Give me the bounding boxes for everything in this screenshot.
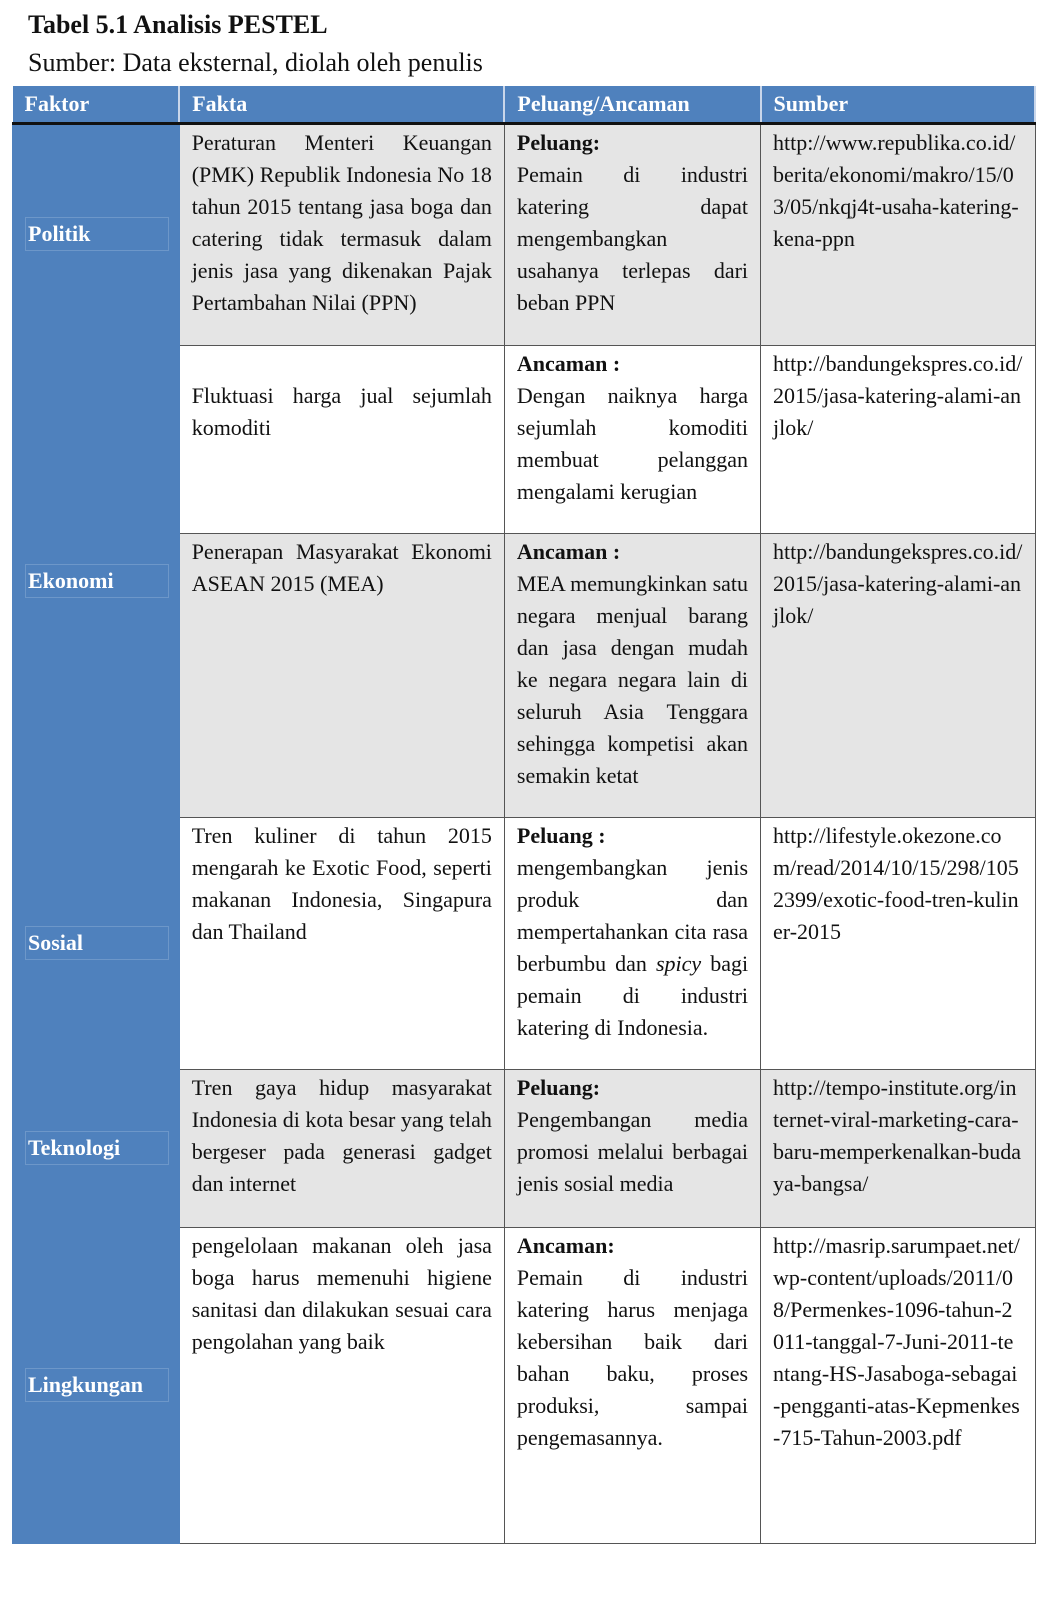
source-link[interactable]: http://bandungekspres.co.id/2015/jasa-katering-alami-anjlok/	[761, 346, 1035, 534]
source-link[interactable]: http://www.republika.co.id/berita/ekonomi/makro/15/03/05/nkqj4t-usaha-katering-kena-ppn	[761, 124, 1035, 346]
fact-cell: Fluktuasi harga jual sejumlah komoditi	[179, 346, 504, 534]
factor-cell	[13, 124, 180, 346]
fact-cell: pengelolaan makanan oleh jasa boga harus memenuhi higiene sanitasi dan dilakukan sesuai cara pengolahan yang baik	[179, 1228, 504, 1544]
factor-label: Ekonomi	[25, 564, 169, 598]
impact-label: Ancaman :	[516, 539, 621, 564]
factor-cell	[13, 1228, 180, 1544]
header-peluang-ancaman: Peluang/Ancaman	[504, 86, 760, 124]
factor-label: Politik	[25, 217, 169, 251]
fact-cell: Penerapan Masyarakat Ekonomi ASEAN 2015 (MEA)	[179, 534, 504, 818]
table-caption-source: Sumber: Data eksternal, diolah oleh penulis	[28, 48, 483, 77]
impact-text-italic: spicy	[655, 951, 702, 976]
impact-text: Dengan naiknya harga sejumlah komoditi membuat pelanggan mengalami kerugian	[516, 383, 749, 504]
impact-label: Peluang:	[516, 130, 601, 155]
table-row	[13, 124, 1036, 346]
factor-cell	[13, 1070, 180, 1228]
impact-cell	[504, 534, 760, 818]
source-link[interactable]: http://lifestyle.okezone.com/read/2014/10/15/298/1052399/exotic-food-tren-kuliner-2015	[761, 818, 1035, 1070]
impact-label: Peluang :	[516, 823, 606, 848]
factor-label: Teknologi	[25, 1131, 169, 1165]
impact-text: Pengembangan media promosi melalui berbagai jenis sosial media	[516, 1107, 749, 1196]
factor-label: Sosial	[25, 926, 169, 960]
impact-label: Peluang:	[516, 1075, 601, 1100]
fact-cell: Tren kuliner di tahun 2015 mengarah ke Exotic Food, seperti makanan Indonesia, Singapura dan Thailand	[179, 818, 504, 1070]
impact-cell	[504, 346, 760, 534]
header-faktor: Faktor	[13, 86, 180, 124]
impact-cell	[504, 1070, 760, 1228]
fact-cell: Tren gaya hidup masyarakat Indonesia di kota besar yang telah bergeser pada generasi gadget dan internet	[179, 1070, 504, 1228]
impact-text: Pemain di industri katering harus menjaga kebersihan baik dari bahan baku, proses produksi, sampai pengemasannya.	[516, 1265, 749, 1450]
source-link[interactable]: http://tempo-institute.org/internet-viral-marketing-cara-baru-memperkenalkan-budaya-bangsa/	[761, 1070, 1035, 1228]
source-link[interactable]: http://masrip.sarumpaet.net/wp-content/uploads/2011/08/Permenkes-1096-tahun-2011-tanggal-7-Juni-2011-tentang-HS-Jasaboga-sebagai-pengganti-atas-Kepmenkes-715-Tahun-2003.pdf	[761, 1228, 1035, 1544]
pestel-table	[12, 86, 1036, 1544]
source-link[interactable]: http://bandungekspres.co.id/2015/jasa-katering-alami-anjlok/	[761, 534, 1035, 818]
header-sumber: Sumber	[761, 86, 1035, 124]
factor-label: Lingkungan	[25, 1368, 169, 1402]
impact-text: MEA memungkinkan satu negara menjual barang dan jasa dengan mudah ke negara negara lain di seluruh Asia Tenggara sehingga kompetisi akan semakin ketat	[516, 571, 749, 788]
table-row	[13, 818, 1036, 1070]
table-row	[13, 346, 1036, 534]
fact-cell: Peraturan Menteri Keuangan (PMK) Republik Indonesia No 18 tahun 2015 tentang jasa boga dan catering tidak termasuk dalam jenis jasa yang dikenakan Pajak Pertambahan Nilai (PPN)	[179, 124, 504, 346]
table-header-row	[13, 86, 1036, 124]
factor-cell	[13, 818, 180, 1070]
impact-text-before: mengembangkan jenis produk dan mempertahankan cita rasa berbumbu dan	[516, 855, 749, 976]
table-row	[13, 1228, 1036, 1544]
impact-text: Pemain di industri katering dapat mengembangkan usahanya terlepas dari beban PPN	[516, 162, 749, 315]
impact-label: Ancaman:	[516, 1233, 615, 1258]
table-caption-title: Tabel 5.1 Analisis PESTEL	[28, 10, 328, 39]
factor-cell	[13, 346, 180, 818]
impact-cell	[504, 818, 760, 1070]
impact-cell	[504, 1228, 760, 1544]
impact-label: Ancaman :	[516, 351, 621, 376]
impact-cell	[504, 124, 760, 346]
table-row	[13, 1070, 1036, 1228]
impact-text-after: bagi pemain di industri katering di Indonesia.	[516, 951, 749, 1040]
header-fakta: Fakta	[179, 86, 504, 124]
